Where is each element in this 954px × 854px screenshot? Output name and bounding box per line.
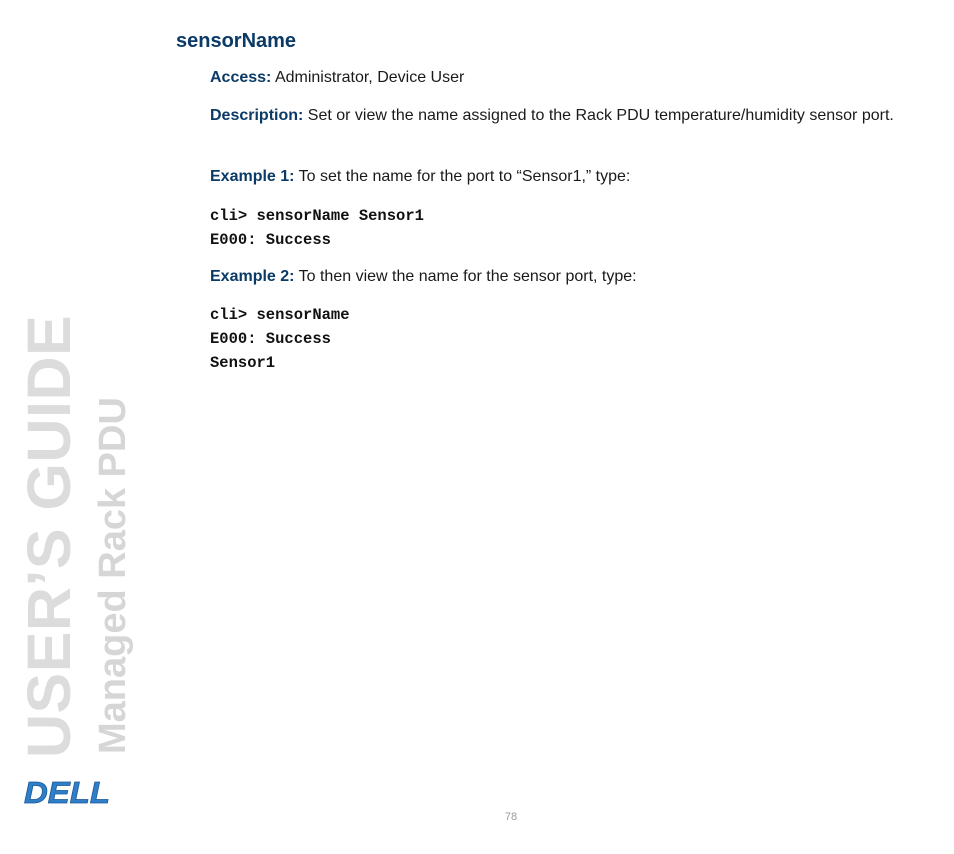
page-number: 78: [504, 811, 518, 823]
example2-text: To then view the name for the sensor port, type:: [294, 268, 637, 285]
example2-paragraph: [210, 265, 900, 288]
svg-text:DELL: DELL: [24, 777, 110, 807]
section-title: sensorName: [176, 30, 297, 52]
code-line: cli> sensorName Sensor1: [210, 207, 424, 225]
access-paragraph: [210, 66, 900, 89]
code-line: E000: Success: [210, 231, 331, 249]
example2-label: Example 2:: [210, 268, 295, 285]
example1-text: To set the name for the port to “Sensor1,” type:: [294, 168, 631, 185]
access-text: Administrator, Device User: [271, 69, 465, 86]
example2-code-block: [210, 303, 350, 375]
description-text: Set or view the name assigned to the Rack PDU temperature/humidity sensor port.: [303, 107, 894, 124]
example1-code-block: [210, 204, 424, 252]
code-line: E000: Success: [210, 330, 331, 348]
code-line: Sensor1: [210, 354, 276, 372]
product-name-sidebar-title: Managed Rack PDU: [92, 397, 134, 754]
access-label: Access:: [210, 69, 272, 86]
example1-paragraph: [210, 165, 900, 188]
description-paragraph: [210, 104, 900, 127]
code-line: cli> sensorName: [210, 306, 350, 324]
users-guide-sidebar-title: USER’S GUIDE: [15, 314, 83, 758]
example1-label: Example 1:: [210, 168, 295, 185]
dell-logo: [24, 777, 112, 807]
description-label: Description:: [210, 107, 304, 124]
